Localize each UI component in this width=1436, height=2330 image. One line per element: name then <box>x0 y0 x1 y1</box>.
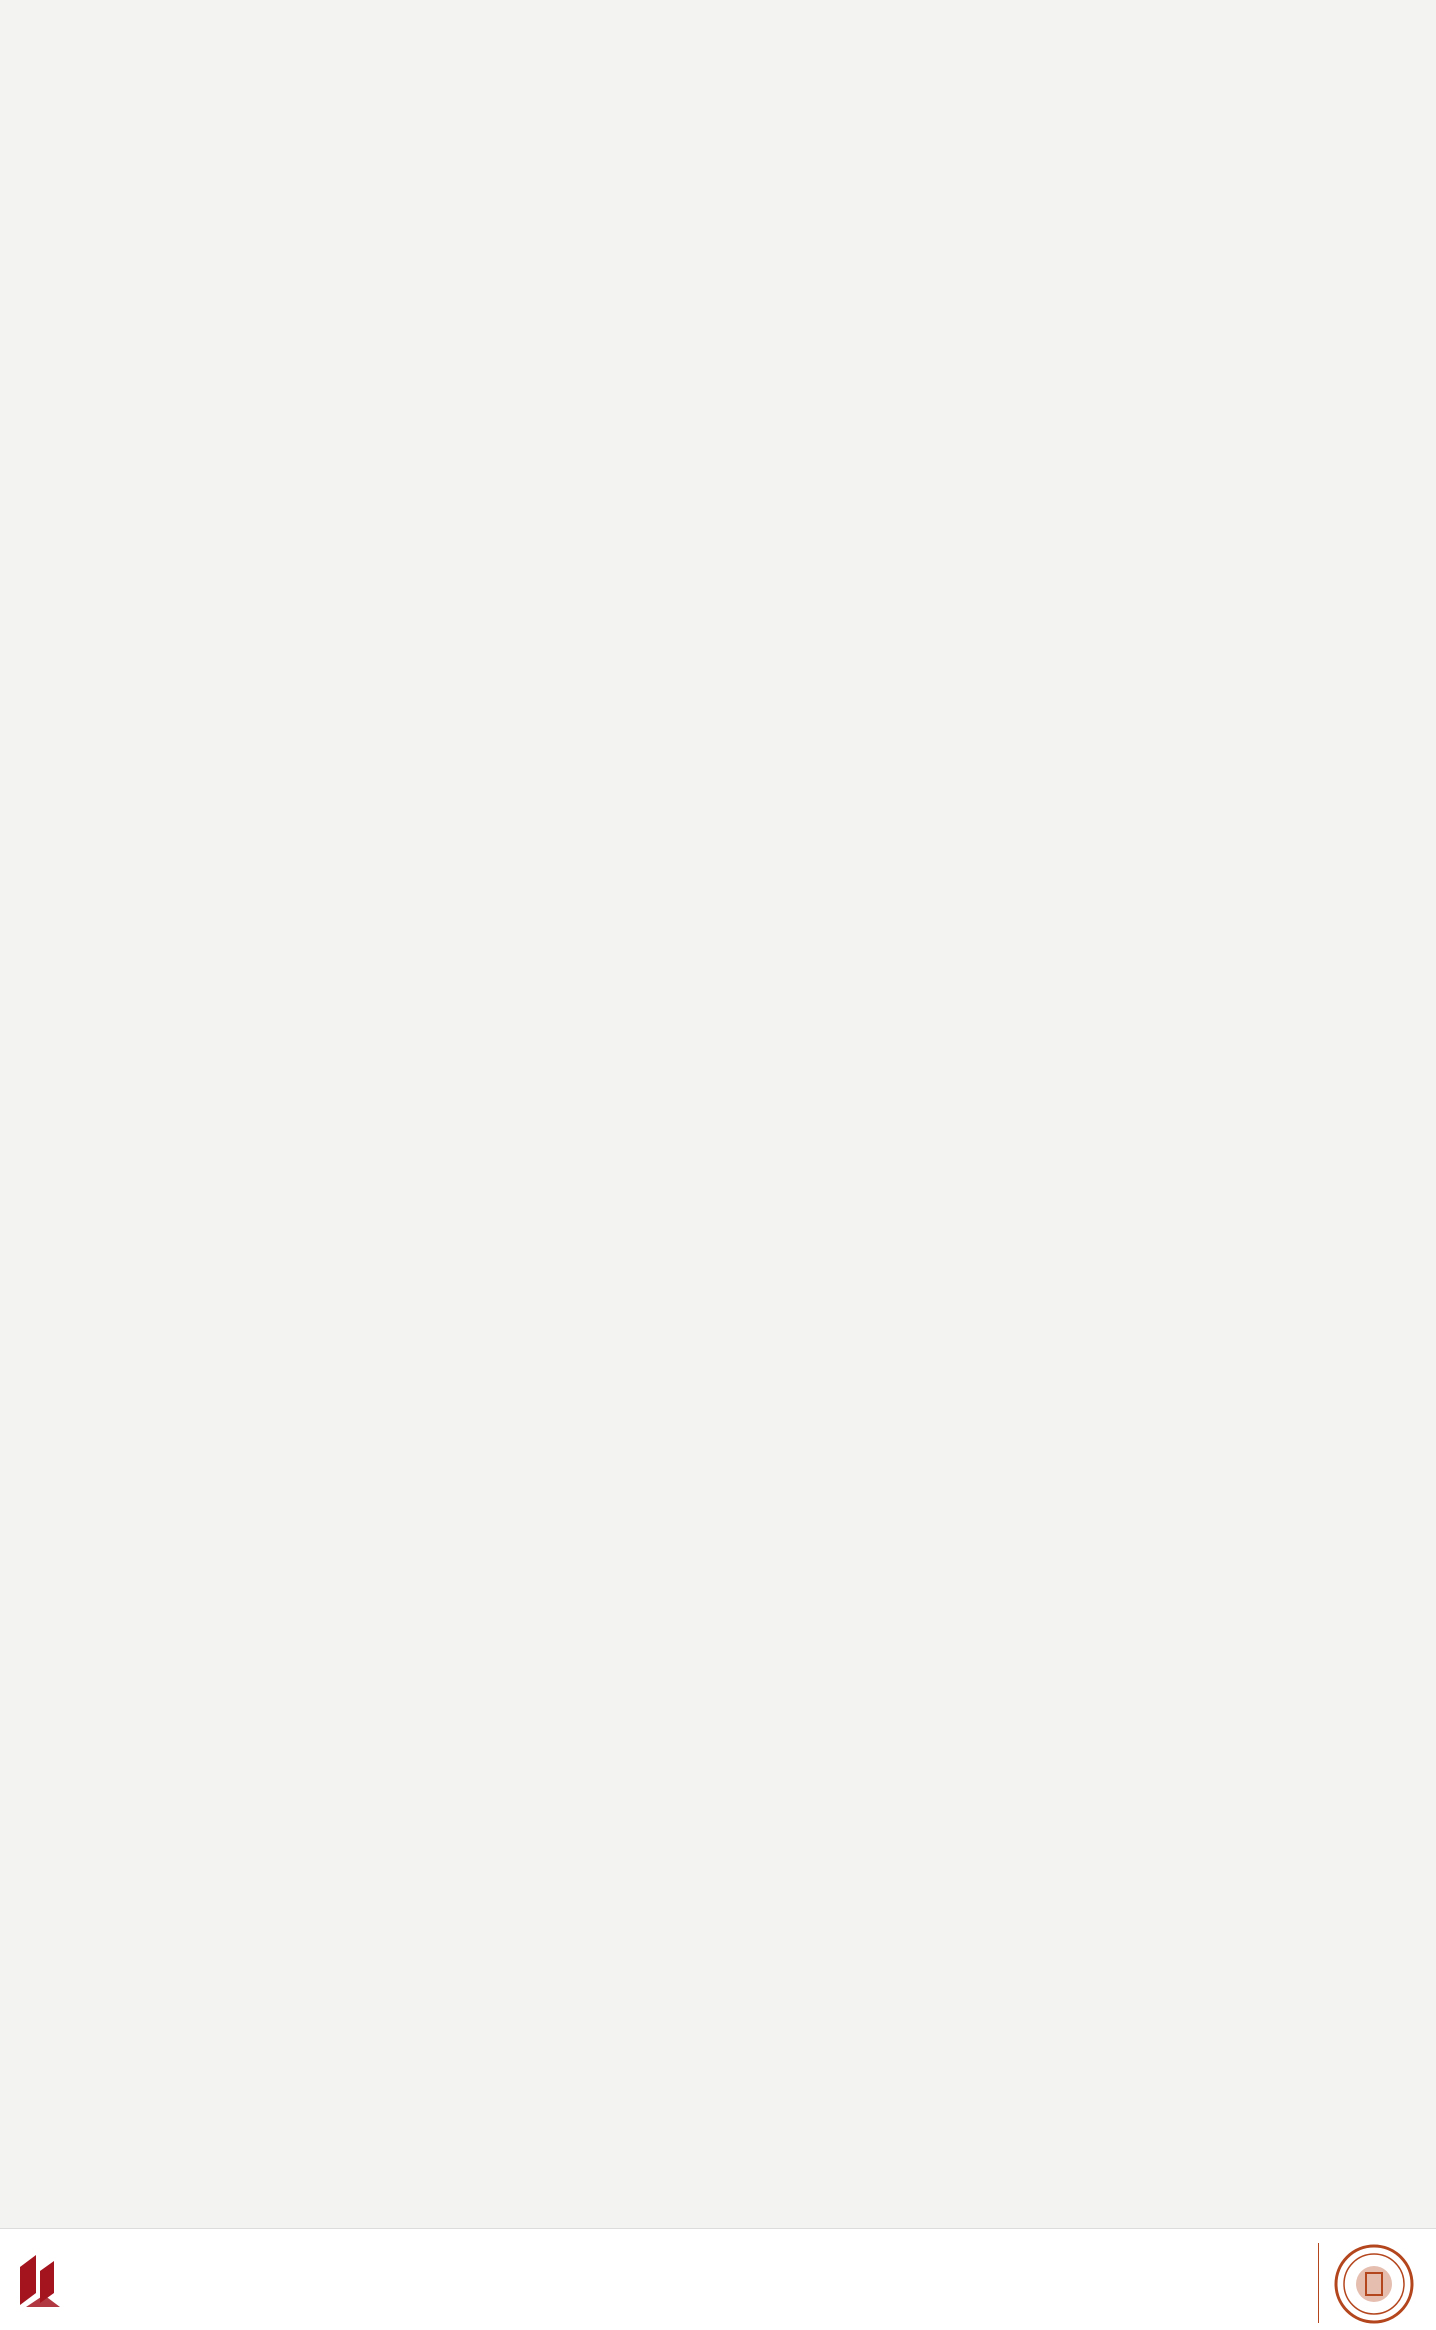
footer-divider <box>1318 2243 1319 2323</box>
rektoren-heading <box>20 285 1170 331</box>
table-of-contents <box>20 285 1170 331</box>
footer-bar <box>0 2228 1436 2330</box>
ub-heidelberg-logo-icon <box>14 2249 70 2309</box>
university-seal-icon <box>1326 2243 1422 2325</box>
